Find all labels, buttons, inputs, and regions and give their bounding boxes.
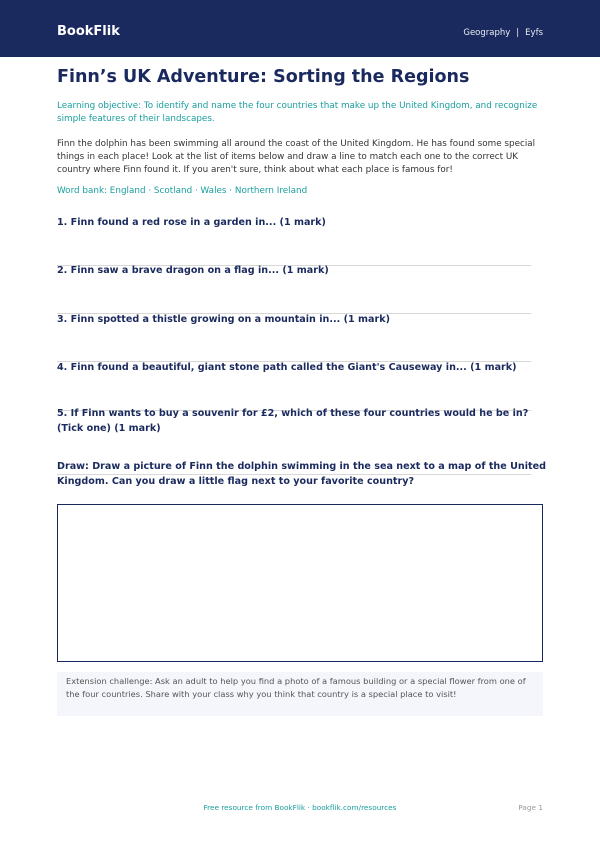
worksheet-title: Finn’s UK Adventure: Sorting the Regions [57,67,470,87]
intro-paragraph: Finn the dolphin has been swimming all around the coast of the United Kingdom. He has found some special things in each place! Look at the list of items below and draw a line to match each one to the correct UK country where Finn found it. If you aren't sure, think about what each place is famous for! [57,139,536,175]
learning-objective: Learning objective: To identify and name the four countries that make up the United Kingdom, and recognize simple features of their landscapes. [57,101,538,124]
question-4: 4. Finn found a beautiful, giant stone path called the Giant's Causeway in... (1 mark) [57,362,517,373]
question-3: 3. Finn spotted a thistle growing on a mountain in... (1 mark) [57,314,390,325]
question-1: 1. Finn found a red rose in a garden in... (1 mark) [57,217,326,228]
draw-prompt: Draw: Draw a picture of Finn the dolphin swimming in the sea next to a map of the United Kingdom. Can you draw a little flag next to your favorite country? [57,461,546,487]
subject-label: Geography [463,28,511,38]
footer-resource-link[interactable]: Free resource from BookFlik · bookflik.com/resources [203,803,397,812]
word-bank: Word bank: England · Scotland · Wales · Northern Ireland [57,186,308,196]
brand-logo: BookFlik [57,24,120,39]
page-footer [0,802,600,814]
drawing-area[interactable] [57,504,543,662]
page-header [0,0,600,57]
extension-challenge: Extension challenge: Ask an adult to help you find a photo of a famous building or a special flower from one of the four countries. Share with your class why you think that country is a special place to visit! [57,672,543,716]
question-2: 2. Finn saw a brave dragon on a flag in... (1 mark) [57,265,329,276]
page-number: Page 1 [518,803,543,812]
question-5: 5. If Finn wants to buy a souvenir for £2, which of these four countries would he be in? (Tick one) (1 mark) [57,408,529,434]
level-label: Eyfs [525,28,543,38]
meta-separator: | [516,28,520,38]
subject-meta [463,27,543,39]
